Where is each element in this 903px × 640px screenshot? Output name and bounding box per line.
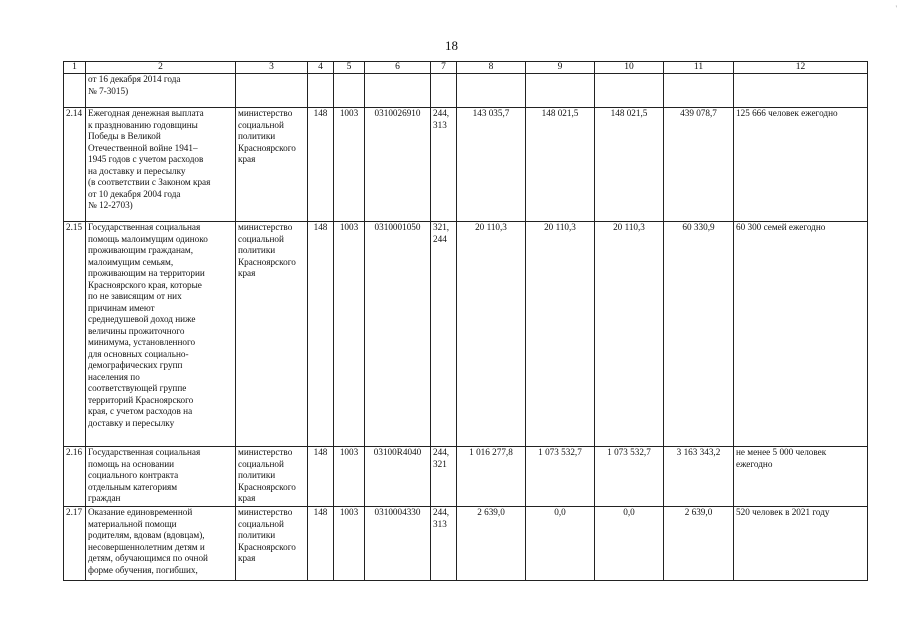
header-cell: 2: [86, 62, 236, 74]
expected-result: 125 666 человек ежегодно: [734, 108, 868, 222]
event-name: Государственная социальная помощь малоимущим одиноко проживающим гражданам, малоимущим семьям, проживающим на территории Красноярского края, которые по не зависящим от них причинам имеют среднедушевой доход ниже величины прожиточного минимума, установленного для основных социально- демографических групп населения по соответствующей группе территорий Красноярского края, с учетом расходов на доставку и пересылку: [86, 222, 236, 447]
section-code: 1003: [334, 222, 365, 447]
expected-result: 60 300 семей ежегодно: [734, 222, 868, 447]
event-name: Оказание единовременной материальной помощи родителям, вдовам (вдовцам), несовершеннолетним детям и детям, обучающимся по очной форме обучения, погибших,: [86, 507, 236, 581]
table-row: [64, 108, 868, 222]
amount-col8: 1 016 277,8: [457, 447, 526, 507]
amount-col10: 1 073 532,7: [595, 447, 664, 507]
amount-total: 439 078,7: [664, 108, 734, 222]
expected-result: [734, 74, 868, 108]
expense-type: 244, 321: [431, 447, 457, 507]
agency: министерство социальной политики Красноярского края: [236, 222, 308, 447]
section-code: 1003: [334, 507, 365, 581]
agency: министерство социальной политики Красноярского края: [236, 108, 308, 222]
row-number: 2.17: [64, 507, 86, 581]
event-name: Ежегодная денежная выплата к празднованию годовщины Победы в Великой Отечественной войне 1941– 1945 годов с учетом расходов на доставку и пересылку (в соответствии с Законом края от 10 декабря 2004 года № 12-2703): [86, 108, 236, 222]
section-code: [334, 74, 365, 108]
amount-total: [664, 74, 734, 108]
amount-col9: 20 110,3: [526, 222, 595, 447]
header-cell: 3: [236, 62, 308, 74]
amount-col9: 0,0: [526, 507, 595, 581]
header-cell: 7: [431, 62, 457, 74]
section-code: 1003: [334, 447, 365, 507]
page-number: 18: [445, 38, 458, 53]
expense-type: 244, 313: [431, 108, 457, 222]
budget-table: [63, 61, 868, 581]
header-cell: 9: [526, 62, 595, 74]
amount-col10: 148 021,5: [595, 108, 664, 222]
table-row: [64, 222, 868, 447]
amount-col10: [595, 74, 664, 108]
target-code: 0310004330: [365, 507, 431, 581]
amount-col8: 2 639,0: [457, 507, 526, 581]
agency: министерство социальной политики Красноярского края: [236, 447, 308, 507]
corner-mark: ': [895, 4, 897, 13]
amount-col9: 148 021,5: [526, 108, 595, 222]
header-cell: 12: [734, 62, 868, 74]
table-row: [64, 74, 868, 108]
header-cell: 4: [308, 62, 334, 74]
expected-result: не менее 5 000 человек ежегодно: [734, 447, 868, 507]
amount-col8: [457, 74, 526, 108]
expected-result: 520 человек в 2021 году: [734, 507, 868, 581]
amount-col9: [526, 74, 595, 108]
amount-total: 60 330,9: [664, 222, 734, 447]
header-cell: 6: [365, 62, 431, 74]
amount-col8: 143 035,7: [457, 108, 526, 222]
grbs-code: 148: [308, 507, 334, 581]
grbs-code: [308, 74, 334, 108]
agency: министерство социальной политики Красноярского края: [236, 507, 308, 581]
expense-type: [431, 74, 457, 108]
expense-type: 244, 313: [431, 507, 457, 581]
target-code: 03100R4040: [365, 447, 431, 507]
amount-col10: 0,0: [595, 507, 664, 581]
target-code: [365, 74, 431, 108]
header-row: [64, 62, 868, 74]
header-cell: 10: [595, 62, 664, 74]
table-row: [64, 507, 868, 581]
header-cell: 11: [664, 62, 734, 74]
amount-col8: 20 110,3: [457, 222, 526, 447]
table-row: [64, 447, 868, 507]
event-name: Государственная социальная помощь на основании социального контракта отдельным категориям граждан: [86, 447, 236, 507]
amount-col9: 1 073 532,7: [526, 447, 595, 507]
event-name: от 16 декабря 2014 года № 7-3015): [86, 74, 236, 108]
amount-col10: 20 110,3: [595, 222, 664, 447]
row-number: 2.15: [64, 222, 86, 447]
amount-total: 3 163 343,2: [664, 447, 734, 507]
target-code: 0310026910: [365, 108, 431, 222]
expense-type: 321, 244: [431, 222, 457, 447]
grbs-code: 148: [308, 222, 334, 447]
header-cell: 5: [334, 62, 365, 74]
row-number: 2.16: [64, 447, 86, 507]
header-cell: 1: [64, 62, 86, 74]
section-code: 1003: [334, 108, 365, 222]
grbs-code: 148: [308, 447, 334, 507]
amount-total: 2 639,0: [664, 507, 734, 581]
grbs-code: 148: [308, 108, 334, 222]
target-code: 0310001050: [365, 222, 431, 447]
agency: [236, 74, 308, 108]
row-number: [64, 74, 86, 108]
row-number: 2.14: [64, 108, 86, 222]
header-cell: 8: [457, 62, 526, 74]
